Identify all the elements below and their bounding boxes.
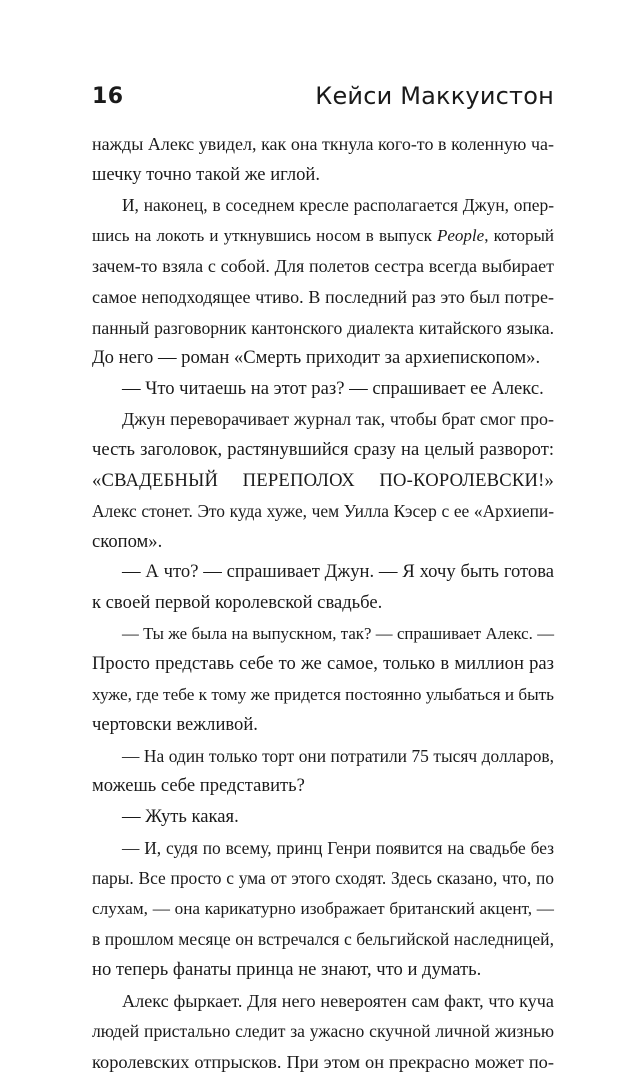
- text-line: панный разговорник кантонского диалекта китайского языка.: [92, 317, 554, 338]
- text-line: в прошлом месяце он встречался с бельгийской наследницей,: [92, 929, 554, 950]
- text-line: И, наконец, в соседнем кресле располагается Джун, опер-: [122, 195, 554, 216]
- text-line: честь заголовок, растянувшийся сразу на целый разворот:: [92, 438, 554, 460]
- text-line: хуже, где тебе к тому же придется постоянно улыбаться и быть: [92, 684, 554, 704]
- page-header: [92, 82, 554, 116]
- text-line: — Что читаешь на этот раз? — спрашивает ее Алекс.: [122, 377, 544, 399]
- text-line: — На один только торт они потратили 75 тысяч долларов,: [122, 745, 554, 766]
- text-line: шись на локоть и уткнувшись носом в выпуск People, который: [92, 225, 554, 245]
- text-line: чертовски вежливой.: [92, 714, 258, 736]
- body-text: [92, 129, 554, 1077]
- running-title: Кейси Маккуистон: [315, 82, 554, 110]
- text-line: людей пристально следит за ужасно скучной личной жизнью: [92, 1021, 554, 1042]
- magazine-title: People: [436, 225, 485, 245]
- text-line: — Ты же была на выпускном, так? — спрашивает Алекс. —: [122, 623, 554, 643]
- text-line: самое неподходящее чтиво. В последний раз это был потре-: [92, 286, 554, 307]
- text-line: к своей первой королевской свадьбе.: [92, 591, 383, 613]
- text-line: — И, судя по всему, принц Генри появится на свадьбе без: [122, 837, 554, 858]
- text-line: нажды Алекс увидел, как она ткнула кого-то в коленную ча-: [92, 134, 554, 154]
- text-line: скопом».: [92, 530, 163, 552]
- text-line: пары. Все просто с ума от этого сходят. Здесь сказано, что, по: [92, 868, 554, 889]
- text-line: можешь себе представить?: [92, 775, 305, 797]
- text-line: Алекс фыркает. Для него невероятен сам факт, что куча: [122, 990, 554, 1011]
- text-line: Джун переворачивает журнал так, чтобы брат смог про-: [122, 409, 554, 430]
- text-line: зачем-то взяла с собой. Для полетов сестра всегда выбирает: [92, 256, 554, 277]
- text-line: — Жуть какая.: [122, 806, 239, 828]
- text-line: Алекс стонет. Это куда хуже, чем Уилла Кэсер с ее «Архиепи-: [92, 501, 554, 522]
- text-line: Просто представь себе то же самое, только в миллион раз: [92, 653, 554, 675]
- text-line: — А что? — спрашивает Джун. — Я хочу быть готова: [122, 561, 554, 583]
- text-line: но теперь фанаты принца не знают, что и думать.: [92, 959, 482, 981]
- text-line: слухам, — она карикатурно изображает британский акцент, —: [92, 898, 554, 918]
- page-number: 16: [92, 84, 124, 109]
- text-line: «СВАДЕБНЫЙ ПЕРЕПОЛОХ ПО-КОРОЛЕВСКИ!»: [92, 469, 554, 491]
- text-line: До него — роман «Смерть приходит за архиепископом».: [92, 347, 541, 369]
- text-line: королевских отпрысков. При этом он прекрасно может по-: [92, 1051, 554, 1072]
- text-line: шечку точно такой же иглой.: [92, 163, 321, 185]
